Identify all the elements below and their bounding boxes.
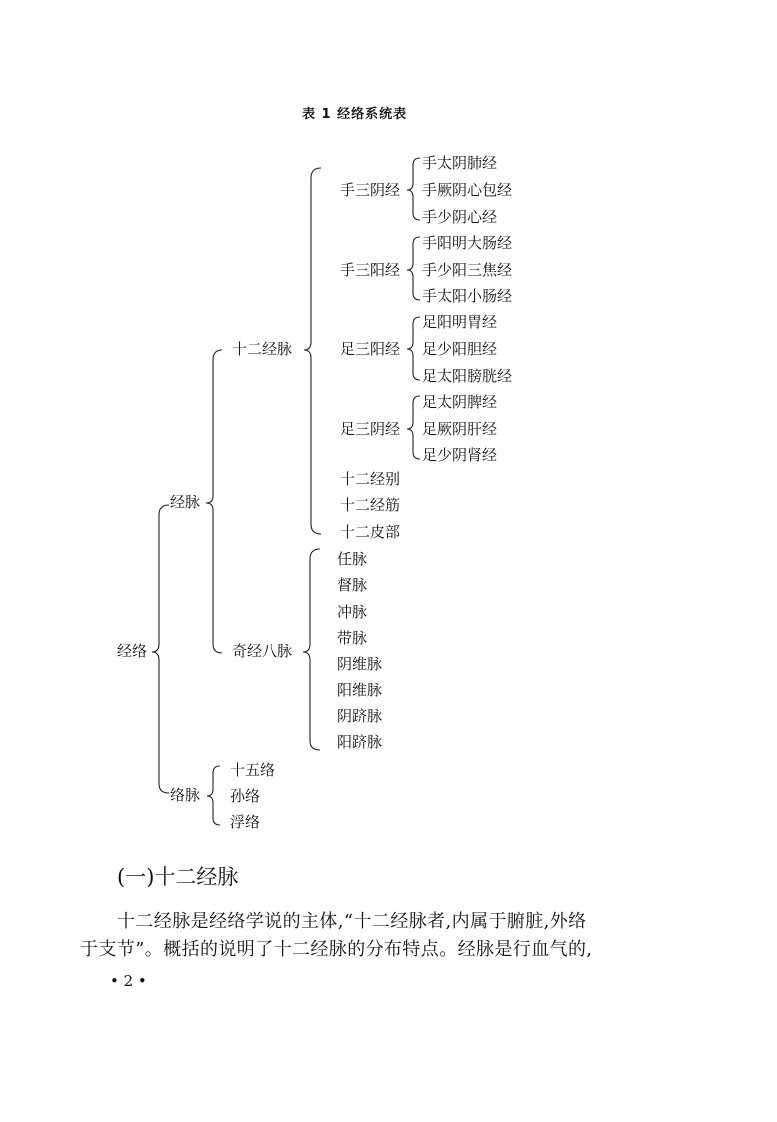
- brace-shou-sanyin: [407, 158, 420, 220]
- label-zu-sanyang: 足三阳经: [340, 340, 401, 358]
- label-zu-sanyin: 足三阴经: [340, 420, 401, 438]
- page-number: • 2 •: [110, 972, 147, 990]
- list-item: 任脉: [337, 550, 368, 568]
- list-item: 阴维脉: [337, 655, 383, 673]
- list-item: 孙络: [230, 787, 261, 805]
- label-shou-sanyin: 手三阴经: [340, 181, 401, 199]
- brace-luomai: [207, 766, 220, 825]
- list-item: 冲脉: [337, 603, 368, 621]
- label-shou-sanyang: 手三阳经: [340, 261, 401, 279]
- list-item: 足少阳胆经: [422, 340, 498, 358]
- list-item: 足太阴脾经: [422, 393, 498, 411]
- list-item: 手太阳小肠经: [422, 287, 513, 305]
- label-shier-jingmai: 十二经脉: [232, 340, 293, 358]
- brace-shier-jingmai: [304, 168, 321, 534]
- brace-qijing-bamai: [303, 549, 320, 750]
- list-item: 手厥阴心包经: [422, 181, 513, 199]
- list-item: 手太阴肺经: [422, 154, 498, 172]
- list-item: 十五络: [230, 761, 276, 779]
- brace-shou-sanyang: [407, 237, 420, 300]
- list-item: 浮络: [230, 813, 261, 831]
- list-item: 十二经筋: [340, 496, 401, 514]
- list-item: 督脉: [337, 576, 368, 594]
- list-item: 阳跻脉: [337, 733, 383, 751]
- brace-zu-sanyang: [407, 317, 420, 380]
- label-jingmai: 经脉: [170, 493, 201, 511]
- brace-jingluo: [152, 505, 169, 793]
- list-item: 带脉: [337, 629, 368, 647]
- list-item: 十二经别: [340, 470, 401, 488]
- table-title: 表 1 经络系统表: [302, 107, 408, 122]
- label-jingluo: 经络: [117, 642, 148, 660]
- list-item: 阳维脉: [337, 681, 383, 699]
- list-item: 手少阴心经: [422, 208, 498, 226]
- list-item: 足太阳膀胱经: [422, 367, 513, 385]
- paragraph-line: 于支节”。概括的说明了十二经脉的分布特点。经脉是行血气的,: [80, 939, 593, 960]
- list-item: 足厥阴肝经: [422, 420, 498, 438]
- paragraph-line: 十二经脉是经络学说的主体,“十二经脉者,内属于腑脏,外络: [117, 911, 587, 932]
- list-item: 手少阳三焦经: [422, 261, 513, 279]
- brace-zu-sanyin: [407, 396, 420, 459]
- list-item: 阴跻脉: [337, 707, 383, 725]
- list-item: 足阳明胃经: [422, 313, 498, 331]
- brace-jingmai: [206, 350, 222, 653]
- list-item: 十二皮部: [340, 523, 401, 541]
- label-luomai: 络脉: [170, 786, 201, 804]
- list-item: 手阳明大肠经: [422, 234, 513, 252]
- section-heading: (一)十二经脉: [117, 865, 239, 889]
- label-qijing-bamai: 奇经八脉: [232, 642, 293, 660]
- list-item: 足少阴肾经: [422, 446, 498, 464]
